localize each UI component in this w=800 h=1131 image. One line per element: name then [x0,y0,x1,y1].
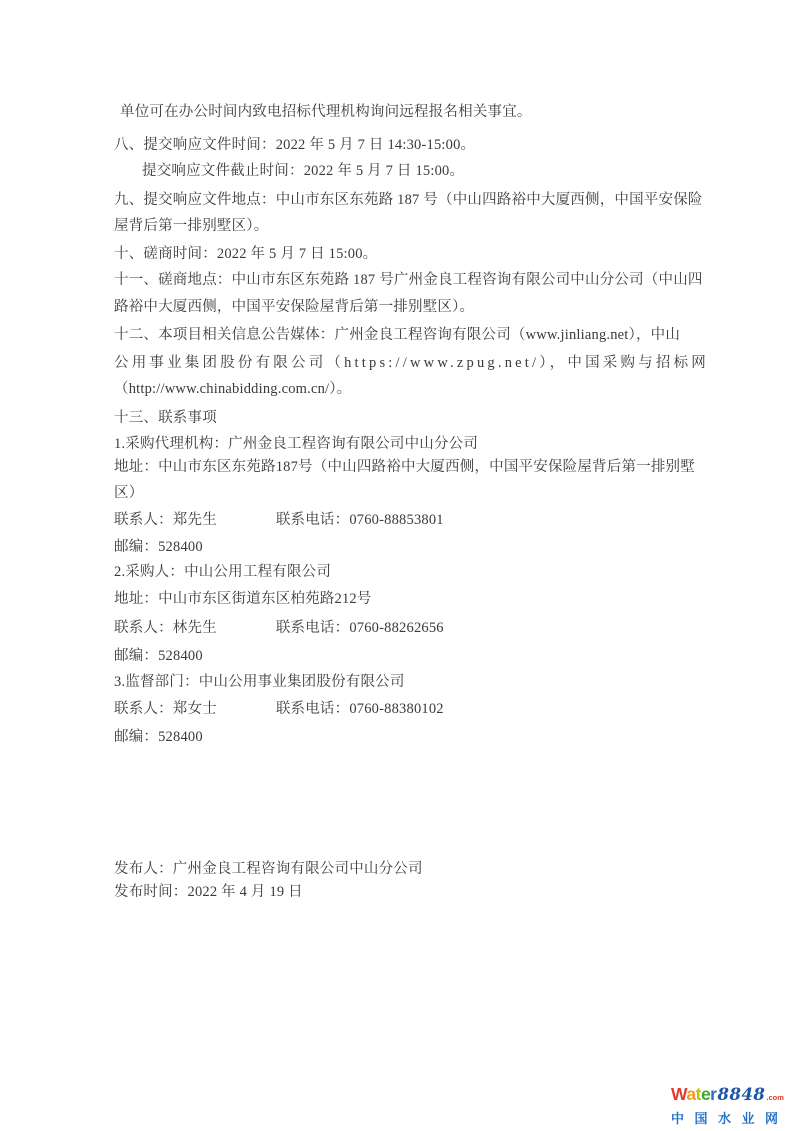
logo-letter-r: r [710,1084,717,1104]
line-agency-address-1: 地址：中山市东区东苑路187号（中山四路裕中大厦西侧，中国平安保险屋背后第一排别墅 [114,459,695,475]
line-purchaser-address: 地址：中山市东区街道东区柏苑路212号 [114,591,372,607]
line-negotiation-time: 十、磋商时间：2022 年 5 月 7 日 15:00。 [114,246,378,262]
logo-tld-com: .com [766,1093,784,1102]
line-contact-heading: 十三、联系事项 [114,410,217,426]
line-submission-time: 八、提交响应文件时间：2022 年 5 月 7 日 14:30-15:00。 [114,137,476,153]
line-publish-date: 发布时间：2022 年 4 月 19 日 [114,884,303,900]
supervisor-contact-phone: 联系电话：0760-88380102 [275,701,444,717]
logo-wordmark [671,1084,792,1106]
purchaser-contact-person: 联系人：林先生 [114,620,217,636]
logo-letter-a: a [686,1084,696,1104]
line-publisher: 发布人：广州金良工程咨询有限公司中山分公司 [114,861,423,877]
line-supervisor-postcode: 邮编：528400 [114,729,203,745]
line-submission-place-2: 屋背后第一排别墅区）。 [114,218,269,234]
line-submission-place-1: 九、提交响应文件地点：中山市东区东苑路 187 号（中山四路裕中大厦西侧，中国平安保险 [114,192,703,208]
line-announcement-media-3: （http://www.chinabidding.com.cn/）。 [114,381,352,397]
line-agency-contact [114,512,692,529]
logo-letter-w: W [671,1084,687,1104]
line-purchaser-contact [114,620,692,637]
agency-contact-person: 联系人：郑先生 [114,512,217,528]
line-negotiation-place-1: 十一、磋商地点：中山市东区东苑路 187 号广州金良工程咨询有限公司中山分公司（中山四 [114,272,703,288]
supervisor-contact-person: 联系人：郑女士 [114,701,217,717]
logo-letter-e: e [700,1084,711,1104]
logo-subtitle: 中国水业网 [671,1111,789,1126]
line-announcement-media-1: 十二、本项目相关信息公告媒体：广州金良工程咨询有限公司（www.jinliang.net），中山 [114,327,681,343]
logo-number-8848: 8848 [717,1085,766,1104]
agency-contact-phone: 联系电话：0760-88853801 [275,512,444,528]
line-agency-postcode: 邮编：528400 [114,539,203,555]
line-negotiation-place-2: 路裕中大厦西侧，中国平安保险屋背后第一排别墅区）。 [114,299,475,315]
line-agency-address-2: 区） [114,485,144,501]
line-purchaser-postcode: 邮编：528400 [114,648,203,664]
line-purchaser-name: 2.采购人：中山公用工程有限公司 [114,564,332,580]
line-supervisor-name: 3.监督部门：中山公用事业集团股份有限公司 [114,674,405,690]
water8848-logo[interactable] [671,1084,792,1124]
purchaser-contact-phone: 联系电话：0760-88262656 [275,620,444,636]
logo-word-water [671,1084,716,1105]
logo-letter-t: t [695,1084,701,1104]
line-announcement-media-2: 公用事业集团股份有限公司（https://www.zpug.net/），中国采购与招标网 [114,355,709,371]
paragraph-continuation: 单位可在办公时间内致电招标代理机构询问远程报名相关事宜。 [120,104,532,120]
line-agency-name: 1.采购代理机构：广州金良工程咨询有限公司中山分公司 [114,436,479,452]
line-submission-deadline: 提交响应文件截止时间：2022 年 5 月 7 日 15:00。 [142,163,465,179]
line-supervisor-contact [114,701,692,718]
